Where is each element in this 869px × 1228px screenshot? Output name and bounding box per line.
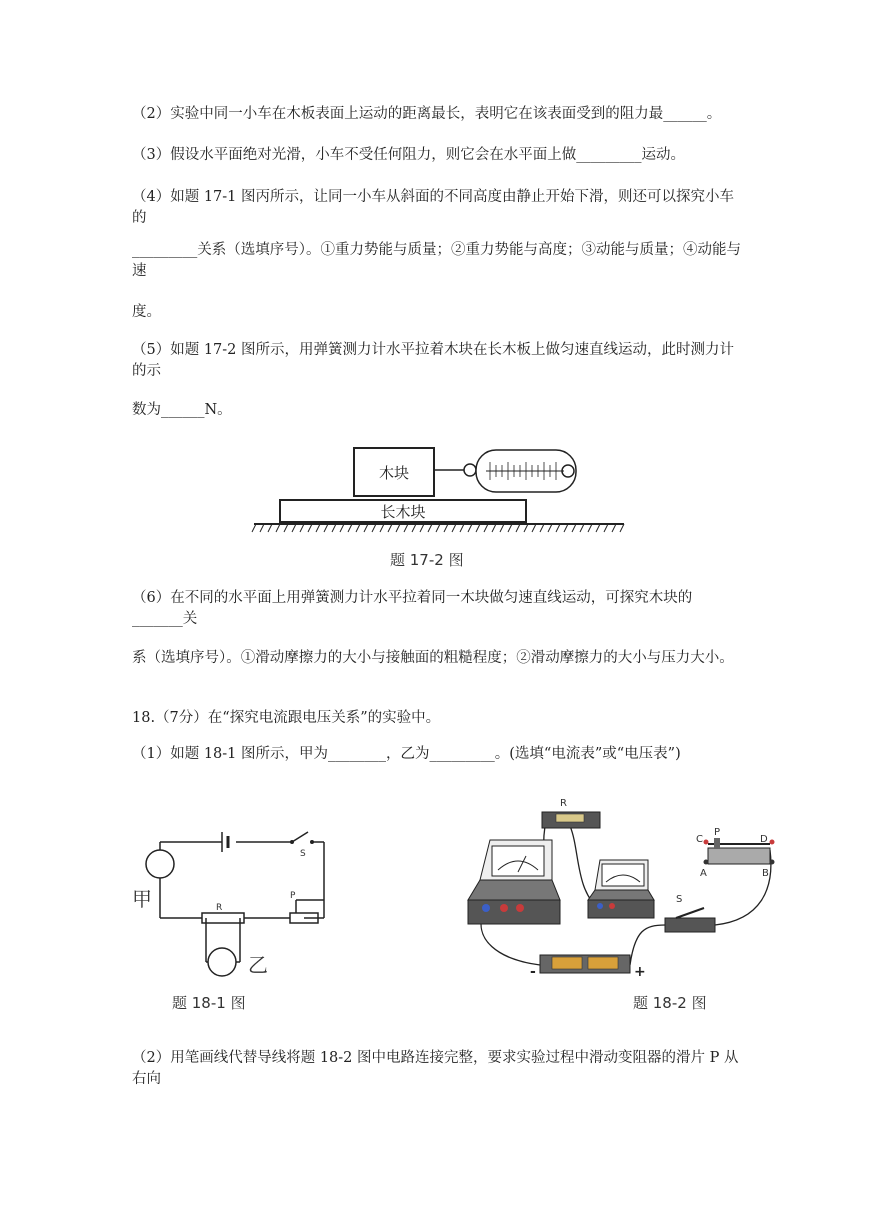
figure-17-2-caption: 题 17-2 图 <box>390 551 464 569</box>
fig18-2-label-b: B <box>762 868 769 879</box>
resistor-r <box>202 913 244 923</box>
q17-part4-line1: （4）如题 17-1 图丙所示，让同一小车从斜面的不同高度由静止开始下滑，则还可以探究小车的 <box>132 189 735 226</box>
q17-part6-line1: （6）在不同的水平面上用弹簧测力计水平拉着同一木块做匀速直线运动，可探究木块的_______关 <box>132 590 693 627</box>
figure-18-1-caption: 题 18-1 图 <box>172 994 246 1012</box>
fig18-2-label-p: P <box>714 827 721 838</box>
fig18-2-label-d: D <box>760 834 768 845</box>
fig18-1-label-yi: 乙 <box>248 953 268 977</box>
q17-part5-line1: （5）如题 17-2 图所示，用弹簧测力计水平拉着木块在长木板上做匀速直线运动，此时测力计的示 <box>132 342 735 379</box>
fig18-1-label-s: S <box>300 849 306 859</box>
fig18-1-label-p: P <box>290 891 296 901</box>
fig18-2-label-minus: - <box>530 964 536 980</box>
fig18-2-label-r: R <box>560 798 567 809</box>
fig18-2-label-plus: + <box>634 964 646 980</box>
fig18-1-label-jia: 甲 <box>132 887 152 911</box>
figure-18-1 <box>128 820 338 980</box>
q18-part2: （2）用笔画线代替导线将题 18-2 图中电路连接完整，要求实验过程中滑动变阻器的滑片 P 从右向 <box>132 1050 739 1087</box>
fig18-1-label-r: R <box>216 903 223 913</box>
ammeter <box>468 840 560 924</box>
q18-part1: （1）如题 18-1 图所示，甲为________，乙为_________。(选填“电流表”或“电压表”) <box>132 746 681 762</box>
fig18-2-label-c: C <box>696 834 703 845</box>
battery-box <box>540 955 630 973</box>
q17-part4-line2: _________关系（选填序号）。①重力势能与质量；②重力势能与高度；③动能与质量；④动能与速 <box>132 242 741 279</box>
q17-part5-line2: 数为______N。 <box>132 402 232 418</box>
meter-yi <box>208 948 236 976</box>
q17-part2: （2）实验中同一小车在木板表面上运动的距离最长，表明它在该表面受到的阻力最______。 <box>132 106 722 122</box>
voltmeter <box>588 860 654 918</box>
figure-18-2 <box>460 790 790 990</box>
q17-part3: （3）假设水平面绝对光滑，小车不受任何阻力，则它会在水平面上做_________运动。 <box>132 147 685 163</box>
switch <box>665 908 715 932</box>
q17-part4-line3: 度。 <box>132 304 161 320</box>
fig18-2-label-s: S <box>676 894 683 905</box>
q17-part6-line2: 系（选填序号）。①滑动摩擦力的大小与接触面的粗糙程度；②滑动摩擦力的大小与压力大小。 <box>132 650 734 666</box>
figure-18-2-caption: 题 18-2 图 <box>633 994 707 1012</box>
figure-17-2 <box>250 440 630 535</box>
q18-heading: 18.（7分）在“探究电流跟电压关系”的实验中。 <box>132 710 441 726</box>
fig18-2-label-a: A <box>700 868 707 879</box>
wood-block-label: 木块 <box>378 464 410 482</box>
long-board-label: 长木块 <box>380 503 426 521</box>
meter-jia <box>146 850 174 878</box>
